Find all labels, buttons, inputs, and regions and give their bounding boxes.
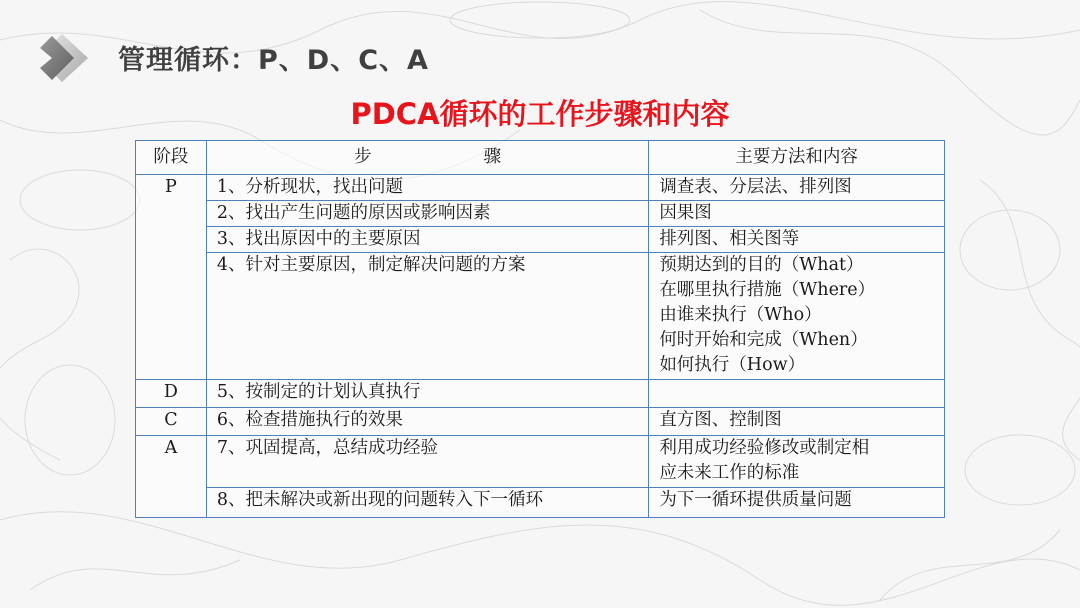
step-cell: 3、找出原因中的主要原因	[206, 227, 648, 253]
method-cell: 为下一循环提供质量问题	[649, 488, 945, 518]
step-cell: 8、把未解决或新出现的问题转入下一循环	[206, 488, 648, 518]
method-line: 应未来工作的标准	[659, 463, 800, 483]
stage-cell-a: A	[136, 436, 207, 518]
method-cell-empty	[649, 380, 945, 408]
table-row	[136, 408, 945, 436]
stage-cell-p: P	[136, 175, 207, 380]
page-title: 管理循环：P、D、C、A	[118, 45, 429, 76]
method-cell	[649, 436, 945, 488]
table-row	[136, 201, 945, 227]
method-cell: 因果图	[649, 201, 945, 227]
method-line: 何时开始和完成（When）	[659, 330, 868, 350]
step-cell: 5、按制定的计划认真执行	[206, 380, 648, 408]
method-cell: 直方图、控制图	[649, 408, 945, 436]
header-stage: 阶段	[136, 141, 207, 175]
method-line: 如何执行（How）	[659, 355, 806, 375]
method-line: 在哪里执行措施（Where）	[659, 280, 876, 300]
pdca-table	[135, 140, 945, 518]
table-header-row	[136, 141, 945, 175]
method-line: 由谁来执行（Who）	[659, 305, 822, 325]
step-cell: 7、巩固提高，总结成功经验	[206, 436, 648, 488]
method-line: 预期达到的目的（What）	[659, 255, 864, 275]
stage-cell-d: D	[136, 380, 207, 408]
stage-cell-c: C	[136, 408, 207, 436]
method-cell-5w	[649, 253, 945, 380]
table-row	[136, 488, 945, 518]
header-step-char-2: 骤	[483, 147, 502, 167]
step-cell: 1、分析现状，找出问题	[206, 175, 648, 201]
gray-chevron-diamond-icon	[38, 30, 102, 86]
table-row	[136, 227, 945, 253]
table-row	[136, 175, 945, 201]
table-row	[136, 253, 945, 380]
method-line: 利用成功经验修改或制定相	[659, 438, 870, 458]
table-row	[136, 380, 945, 408]
header-step	[206, 141, 648, 175]
header-method: 主要方法和内容	[649, 141, 945, 175]
step-cell: 2、找出产生问题的原因或影响因素	[206, 201, 648, 227]
step-cell: 6、检查措施执行的效果	[206, 408, 648, 436]
step-cell: 4、针对主要原因，制定解决问题的方案	[206, 253, 648, 380]
method-cell: 调查表、分层法、排列图	[649, 175, 945, 201]
table-row	[136, 436, 945, 488]
method-cell: 排列图、相关图等	[649, 227, 945, 253]
table-title: PDCA循环的工作步骤和内容	[350, 97, 730, 131]
header-step-char-1: 步	[354, 147, 372, 167]
